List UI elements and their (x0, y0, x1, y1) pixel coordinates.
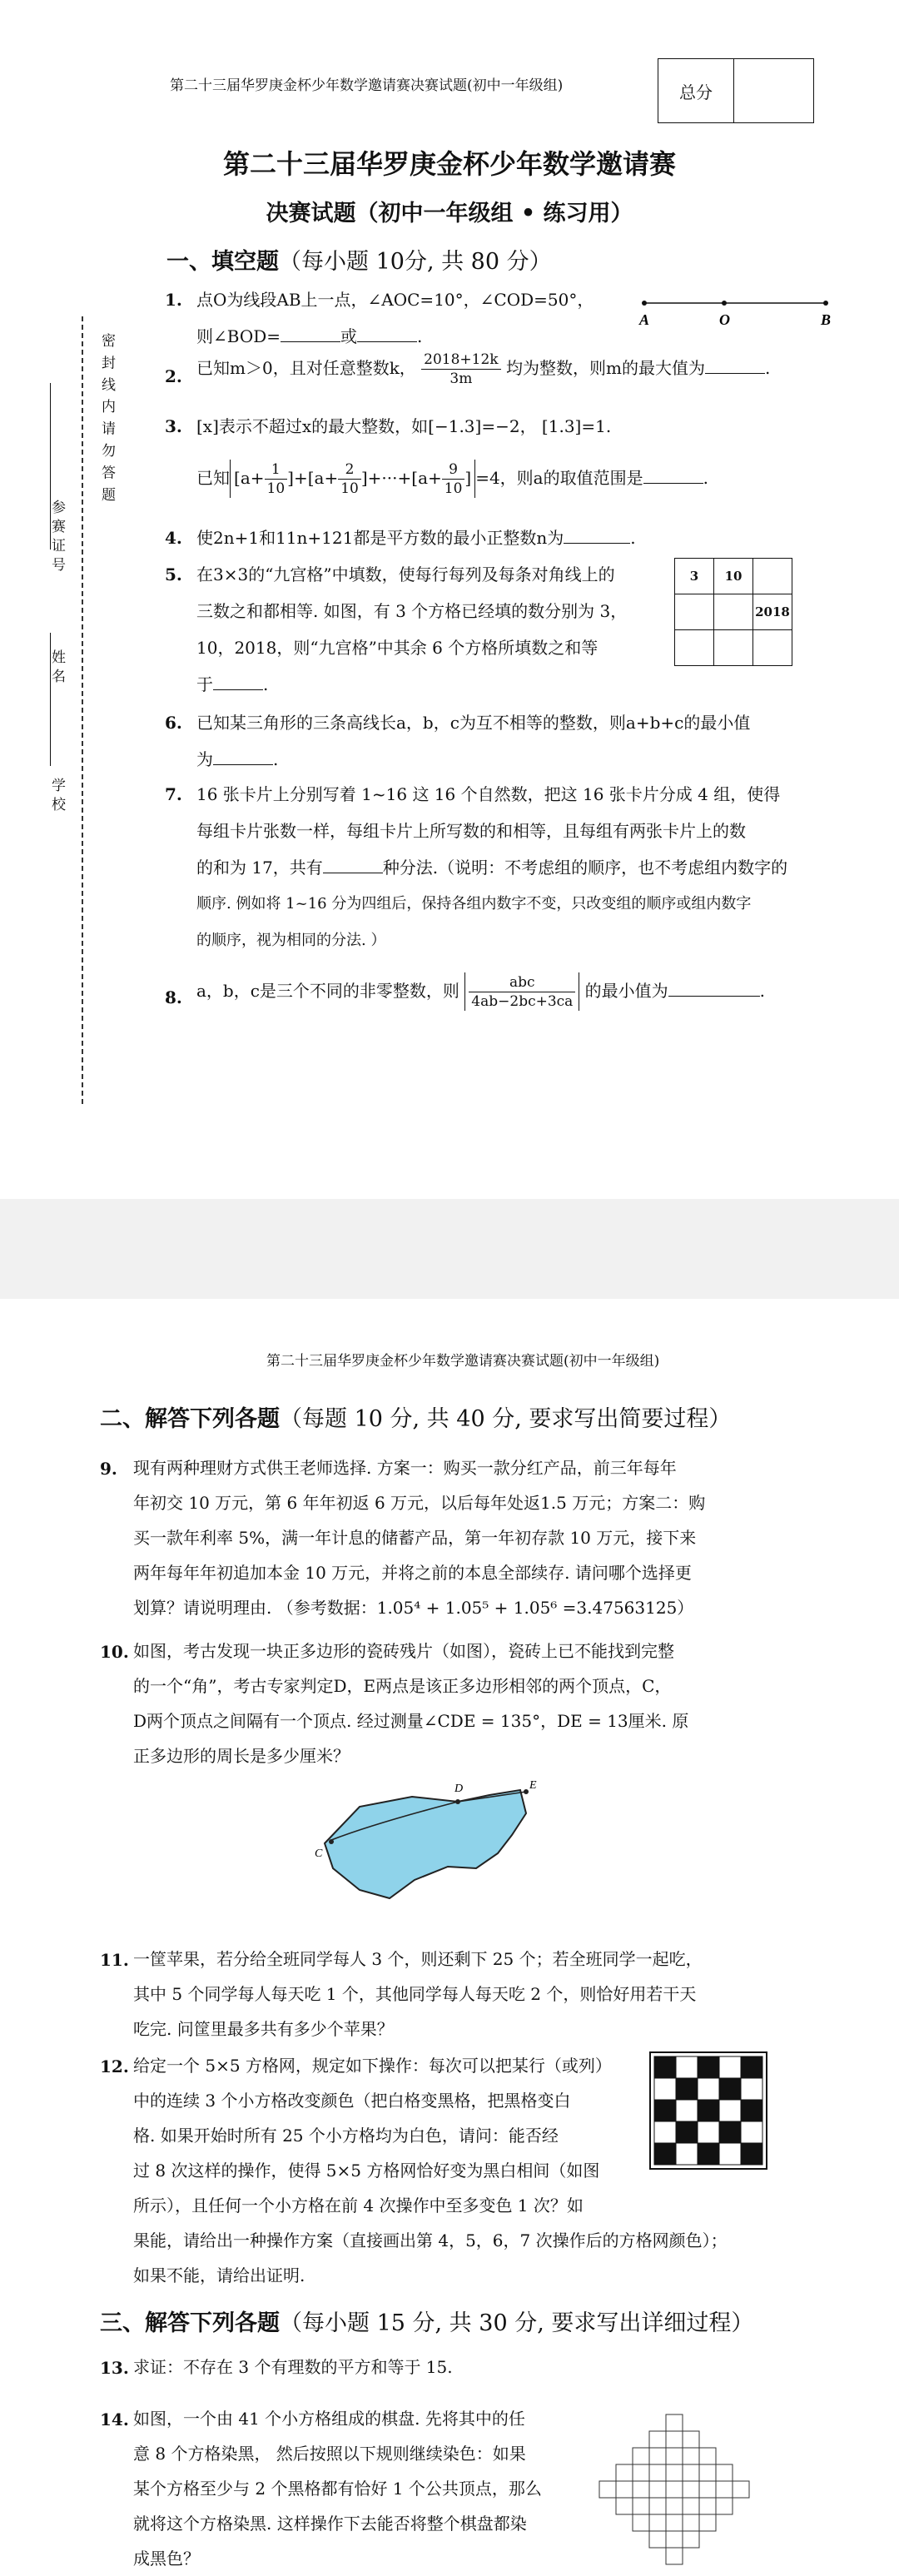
board-square (649, 2431, 666, 2448)
checker-cell (719, 2100, 741, 2121)
board-square (649, 2498, 666, 2514)
board-square (649, 2448, 666, 2464)
q2-frac-num: 2018+12k (421, 351, 500, 370)
label-a: A (639, 311, 650, 328)
label-e: E (529, 1779, 537, 1792)
label-c: C (315, 1847, 323, 1860)
checker-cell (676, 2143, 698, 2165)
board-square (633, 2481, 649, 2498)
board-square (666, 2481, 683, 2498)
margin-school: 学校 (48, 778, 65, 816)
grid-cell (714, 630, 753, 666)
q8-frac-num: abc (469, 973, 575, 992)
board-square (599, 2481, 616, 2498)
checker-cell (719, 2143, 741, 2165)
q12-text: 给定一个 5×5 方格网，规定如下操作：每次可以把某行（或列） 中的连续 3 个小方格改变颜色（把白格变黑格，把黑格变白 格. 如果开始时所有 25 个小方格均为白色，请问：能否经 过 8 次这样的操作，使得 5×5 方格网恰好变为黑白相间（如图 所示），且任何一个小方格在前 4 次操作中至多变色 1 次？如 果能，请给出一种操作方案（直接画出第 4，5，6，7 次操作后的方格网颜色）； 如果不能，请给出证明. (133, 2056, 728, 2285)
q3-line2: 已知 [a+ $\frac{1}{10}$ ]+[a+ $\frac{2}{10}$ ]+···+[a+ $\frac{9}{10}$ ] =4，则a的取值范围是 . (196, 461, 708, 497)
q6-number: 6. (165, 713, 182, 733)
board-square (666, 2498, 683, 2514)
page-title: 第二十三届华罗庚金杯少年数学邀请赛 (222, 148, 676, 180)
checker-cell (676, 2100, 698, 2121)
q8-blank[interactable] (668, 996, 760, 997)
checker-cell (698, 2078, 719, 2100)
board-square (666, 2514, 683, 2531)
q10-tile-figure (308, 1773, 566, 1907)
board-square (683, 2514, 699, 2531)
checker-cell (676, 2078, 698, 2100)
board-square (683, 2431, 699, 2448)
q4-number: 4. (165, 528, 182, 548)
checker-cell (676, 2121, 698, 2143)
checker-cell (698, 2056, 719, 2078)
board-square (649, 2464, 666, 2481)
checker-cell (719, 2056, 741, 2078)
q5-nine-grid (674, 558, 792, 666)
checker-cell (654, 2100, 676, 2121)
label-b: B (821, 311, 832, 328)
q3-blank[interactable] (643, 483, 703, 484)
grid-cell: 3 (675, 559, 714, 594)
exam-page-2 (0, 1299, 899, 2569)
board-square (699, 2514, 716, 2531)
grid-cell (714, 594, 753, 630)
section-3-note: （每小题 15 分, 共 30 分, 要求写出详细过程） (280, 2310, 754, 2336)
q9-text: 现有两种理财方式供王老师选择. 方案一：购买一款分红产品，前三年每年 年初交 10 万元，第 6 年年初返 6 万元，以后每年处返1.5 万元；方案二：购 买一款年利率 5%，满一年计息的储蓄产品，第一年初存款 10 万元，接下来 两年每年年初追加本金 10 万元，并将之前的本息全部续存. 请问哪个选择更 划算？请说明理由. （参考数据：1.05⁴ + 1.05⁵ + 1.05⁶ =3.47563125） (133, 1458, 706, 1618)
checker-cell (741, 2100, 762, 2121)
checker-cell (654, 2143, 676, 2165)
grid-cell: 2018 (753, 594, 792, 630)
page-subtitle: 决赛试题（初中一年级组 • 练习用） (266, 201, 633, 226)
board-square (683, 2464, 699, 2481)
board-square (633, 2514, 649, 2531)
section-3-title: 三、解答下列各题 (100, 2310, 280, 2336)
section-1-note: （每小题 10分, 共 80 分） (279, 249, 552, 275)
q6-text: 已知某三角形的三条高线长a，b，c为互不相等的整数，则a+b+c的最小值 为 . (196, 713, 751, 769)
q14-diamond-board-figure (591, 2406, 757, 2573)
q12-number: 12. (100, 2056, 129, 2076)
board-square (716, 2464, 733, 2481)
grid-cell (675, 630, 714, 666)
checker-cell (654, 2121, 676, 2143)
checker-cell (741, 2121, 762, 2143)
board-square (683, 2531, 699, 2548)
board-square (666, 2548, 683, 2564)
q4-blank[interactable] (564, 543, 630, 544)
margin-name: 姓名 (48, 649, 65, 688)
board-square (649, 2514, 666, 2531)
board-square (733, 2481, 749, 2498)
grid-cell: 10 (714, 559, 753, 594)
board-square (633, 2464, 649, 2481)
q11-text: 一筐苹果，若分给全班同学每人 3 个，则还剩下 25 个；若全班同学一起吃， 其中 5 个同学每人每天吃 1 个，其他同学每人每天吃 2 个，则恰好用若干天 吃完. 问筐里最多共有多少个苹果？ (133, 1949, 703, 2039)
board-square (666, 2448, 683, 2464)
board-square (666, 2431, 683, 2448)
q8-number: 8. (165, 987, 182, 1007)
q4-text: 使2n+1和11n+121都是平方数的最小正整数n为 . (196, 528, 636, 548)
q9-number: 9. (100, 1459, 117, 1479)
grid-cell (675, 594, 714, 630)
page-2-header: 第二十三届华罗庚金杯少年数学邀请赛决赛试题(初中一年级组) (266, 1353, 660, 1370)
q1-blank-2[interactable] (357, 341, 417, 342)
checker-cell (741, 2143, 762, 2165)
board-square (699, 2448, 716, 2464)
q2-text: 已知m＞0，且对任意整数k， $\frac{2018+12k}{3m}$ 均为整数，则m的最大值为 . (196, 351, 771, 387)
section-2-heading (100, 1400, 731, 1433)
q5-text: 在3×3的“九宫格”中填数，使每行每列及每条对角线上的 三数之和都相等. 如图，有 3 个方格已经填的数分别为 3， 10，2018，则“九宫格”中其余 6 个方格所填数之和等 于 . (196, 564, 628, 694)
margin-seal-text: 密 封 线 内 请 勿 答 题 (98, 333, 115, 503)
grid-cell (753, 630, 792, 666)
q13-number: 13. (100, 2358, 129, 2378)
q7-text: 16 张卡片上分别写着 1~16 这 16 个自然数，把这 16 张卡片分成 4 组，使得 每组卡片张数一样，每组卡片上所写数的和相等，且每组有两张卡片上的数 的和为 17，共有 种分法.（说明：不考虑组的顺序，也不考虑组内数字的 顺序. 例如将 1~16 分为四组后，保持各组内数字不变，只改变组的顺序或组内数字 的顺序，视为相同的分法. ） (196, 784, 788, 949)
score-box (658, 58, 814, 123)
section-3-heading (100, 2305, 753, 2337)
q11-number: 11. (100, 1950, 129, 1970)
page-header: 第二十三届华罗庚金杯少年数学邀请赛决赛试题(初中一年级组) (170, 77, 564, 94)
checker-cell (719, 2121, 741, 2143)
q5-blank[interactable] (213, 689, 263, 690)
label-o: O (719, 311, 730, 328)
q8-text: a，b，c是三个不同的非零整数，则 $\frac{\text{abc}}{4ab-2bc+3ca}$ 的最小值为 . (196, 974, 766, 1010)
board-square (616, 2498, 633, 2514)
board-square (699, 2481, 716, 2498)
q5-number: 5. (165, 564, 182, 584)
q13-text: 求证：不存在 3 个有理数的平方和等于 15. (133, 2357, 453, 2377)
checker-cell (719, 2078, 741, 2100)
q6-blank[interactable] (213, 764, 273, 765)
board-square (633, 2498, 649, 2514)
q8-frac-den: 4ab−2bc+3ca (471, 993, 574, 1010)
q1-blank-1[interactable] (281, 341, 340, 342)
page-gap (0, 1199, 899, 1299)
board-square (716, 2481, 733, 2498)
checker-cell (654, 2056, 676, 2078)
q1-segment-figure (633, 291, 841, 330)
board-square (683, 2498, 699, 2514)
checker-cell (741, 2078, 762, 2100)
board-square (633, 2448, 649, 2464)
checker-cell (698, 2100, 719, 2121)
q3-line1: [x]表示不超过x的最大整数，如[−1.3]=−2， [1.3]=1. (196, 416, 612, 436)
margin-ticket: 参赛证号 (48, 500, 65, 576)
checker-cell (698, 2143, 719, 2165)
score-label: 总分 (658, 59, 734, 122)
board-square (616, 2464, 633, 2481)
board-square (699, 2498, 716, 2514)
q1-text: 点O为线段AB上一点，∠AOC=10°，∠COD=50°， 则∠BOD= 或 . (196, 290, 594, 346)
seal-dashed-line (82, 316, 85, 1104)
grid-cell (753, 559, 792, 594)
board-square (666, 2414, 683, 2431)
score-field[interactable] (734, 59, 813, 122)
q14-number: 14. (100, 2409, 129, 2429)
checker-cell (676, 2056, 698, 2078)
checker-cell (654, 2078, 676, 2100)
board-square (666, 2531, 683, 2548)
checker-cell (698, 2121, 719, 2143)
board-square (683, 2481, 699, 2498)
q2-frac-den: 3m (450, 370, 473, 387)
section-2-note: （每题 10 分, 共 40 分, 要求写出简要过程） (280, 1406, 732, 1432)
q7-number: 7. (165, 784, 182, 804)
checker-cell (741, 2056, 762, 2078)
q2-number: 2. (165, 366, 182, 386)
section-1-heading (166, 243, 552, 276)
board-square (716, 2498, 733, 2514)
board-square (666, 2464, 683, 2481)
q1-number: 1. (165, 290, 182, 310)
label-d: D (454, 1783, 464, 1795)
section-2-title: 二、解答下列各题 (100, 1406, 280, 1432)
exam-page-1 (0, 0, 899, 1199)
q10-number: 10. (100, 1642, 129, 1662)
board-square (683, 2448, 699, 2464)
board-square (699, 2464, 716, 2481)
q14-text: 如图，一个由 41 个小方格组成的棋盘. 先将其中的任 意 8 个方格染黑， 然后按照以下规则继续染色：如果 某个方格至少与 2 个黑格都有恰好 1 个公共顶点，那么 就将这个方格染黑. 这样操作下去能否将整个棋盘都染 成黑色？ (133, 2409, 542, 2569)
q2-blank[interactable] (705, 373, 765, 374)
section-1-title: 一、填空题 (166, 249, 279, 275)
q3-number: 3. (165, 416, 182, 436)
q12-checkerboard-figure (649, 2051, 767, 2170)
board-square (649, 2531, 666, 2548)
board-square (649, 2481, 666, 2498)
board-square (616, 2481, 633, 2498)
q10-text: 如图，考古发现一块正多边形的瓷砖残片（如图），瓷砖上已不能找到完整 的一个“角”，考古专家判定D，E两点是该正多边形相邻的两个顶点，C， D两个顶点之间隔有一个顶点. 经过测量∠CDE = 135°，DE = 13厘米. 原 正多边形的周长是多少厘米？ (133, 1641, 689, 1766)
